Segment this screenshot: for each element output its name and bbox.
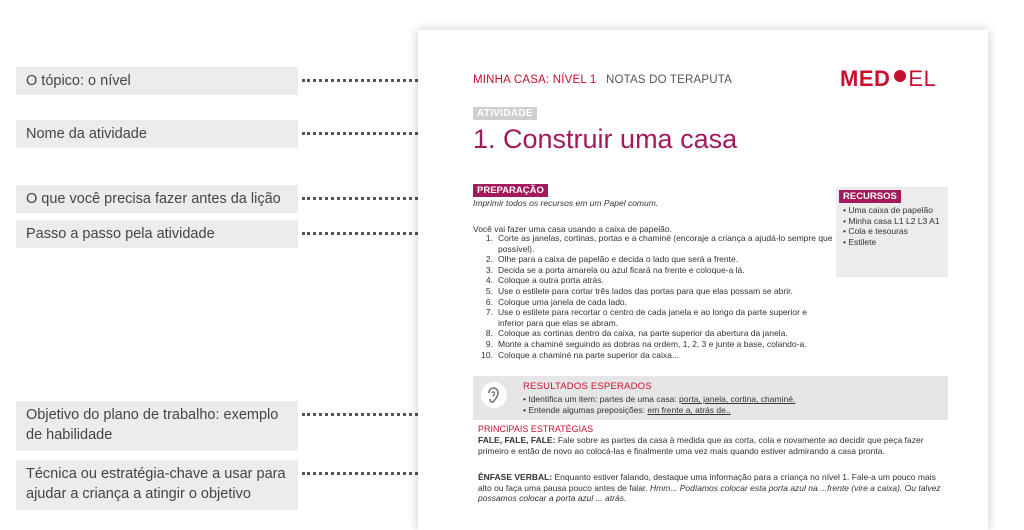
resources-tag: RECURSOS xyxy=(839,190,901,203)
list-item: 4. Coloque a outra porta atrás. xyxy=(485,275,604,286)
activity-title: 1. Construir uma casa xyxy=(473,124,738,154)
document-page xyxy=(418,30,988,530)
list-item: 8. Coloque as cortinas dentro da caixa, na parte superior da abertura da janela. xyxy=(485,328,788,339)
annotation-work-plan-goal: Objetivo do plano de trabalho: exemplo de habilidade xyxy=(16,401,298,451)
list-item: 9. Monte a chaminé seguindo as dobras na ordem, 1, 2, 3 e junte a base, colando-a. xyxy=(485,338,807,349)
list-item: • Identifica um item: partes de uma casa: porta, janela, cortina, chaminé. xyxy=(523,394,796,404)
page-header xyxy=(473,74,732,86)
list-item: 3. Decida se a porta amarela ou azul ficará na frente e coloque-a lá. xyxy=(485,264,745,275)
resources-list xyxy=(843,205,940,247)
list-item: 1. Corte as janelas, cortinas, portas e a chaminé (encoraje a criança a ajudá-lo sempre que possível). xyxy=(485,233,833,254)
list-item: 7. Use o estilete para recortar o centro de cada janela e ao longo da parte superior e inferior para que elas se abram. xyxy=(485,307,808,328)
annotation-preparation: O que você precisa fazer antes da lição xyxy=(16,185,298,213)
ear-icon xyxy=(481,382,507,408)
list-item: • Uma caixa de papelão xyxy=(843,205,933,215)
header-notes: NOTAS DO TERAPUTA xyxy=(605,74,733,86)
annotation-key-strategy: Técnica ou estratégia-chave a usar para ajudar a criança a atingir o objetivo xyxy=(16,460,298,510)
strategy-talk: FALE, FALE, FALE: Fale sobre as partes da casa à medida que as corta, cola e novamente ao decidir que peça fazer primeiro e então de novo ao colocá-las e finalmente uma vez mais quando estiver admirando a casa pronta. xyxy=(478,435,924,456)
expected-results-title: RESULTADOS ESPERADOS xyxy=(523,381,652,392)
annotation-activity-name: Nome da atividade xyxy=(16,120,298,148)
list-item: 10. Coloque a chaminé na parte superior da caixa... xyxy=(481,349,679,360)
list-item: 6. Coloque uma janela de cada lado. xyxy=(485,296,628,307)
logo-dot-icon xyxy=(894,70,906,82)
preparation-tag: PREPARAÇÃO xyxy=(473,184,548,197)
annotation-topic-level: O tópico: o nível xyxy=(16,67,298,95)
steps-list xyxy=(473,233,833,360)
steps-intro: Você vai fazer uma casa usando a caixa de papelão. xyxy=(473,224,672,234)
strategy-verbal-emphasis: ÊNFASE VERBAL: Enquanto estiver falando, destaque uma informação para a criança no nível 1. Fale-a um pouco mais alto ou faça uma pausa pouco antes de falar. Hmm... Podíamos colocar esta porta azul na ...frente (vire a caixa). Ou talvez possamos colocar a porta azul ... atrás. xyxy=(478,472,941,504)
medel-logo xyxy=(840,66,936,92)
activity-tag: ATIVIDADE xyxy=(473,107,537,120)
list-item: • Minha casa L1 L2 L3 A1 xyxy=(843,215,940,226)
annotation-step-by-step: Passo a passo pela atividade xyxy=(16,220,298,248)
logo-text-left: MED xyxy=(840,66,891,91)
list-item: 2. Olhe para a caixa de papelão e decida o lado que será a frente. xyxy=(485,254,739,265)
list-item: • Cola e tesouras xyxy=(843,226,908,237)
strategies-title: PRINCIPAIS ESTRATÉGIAS xyxy=(478,424,594,434)
logo-text-right: EL xyxy=(908,66,937,91)
expected-results-list xyxy=(523,394,795,415)
resources-box xyxy=(836,187,948,277)
preparation-note: Imprimir todos os recursos em um Papel comum. xyxy=(473,198,659,208)
list-item: • Estilete xyxy=(843,236,877,247)
list-item: 5. Use o estilete para cortar três lados das portas para que elas possam se abrir. xyxy=(485,285,793,296)
header-topic: MINHA CASA: NÍVEL 1 xyxy=(473,74,597,86)
list-item: • Entende algumas preposições: em frente a, atrás de.. xyxy=(523,404,731,415)
expected-results-box xyxy=(473,376,948,420)
